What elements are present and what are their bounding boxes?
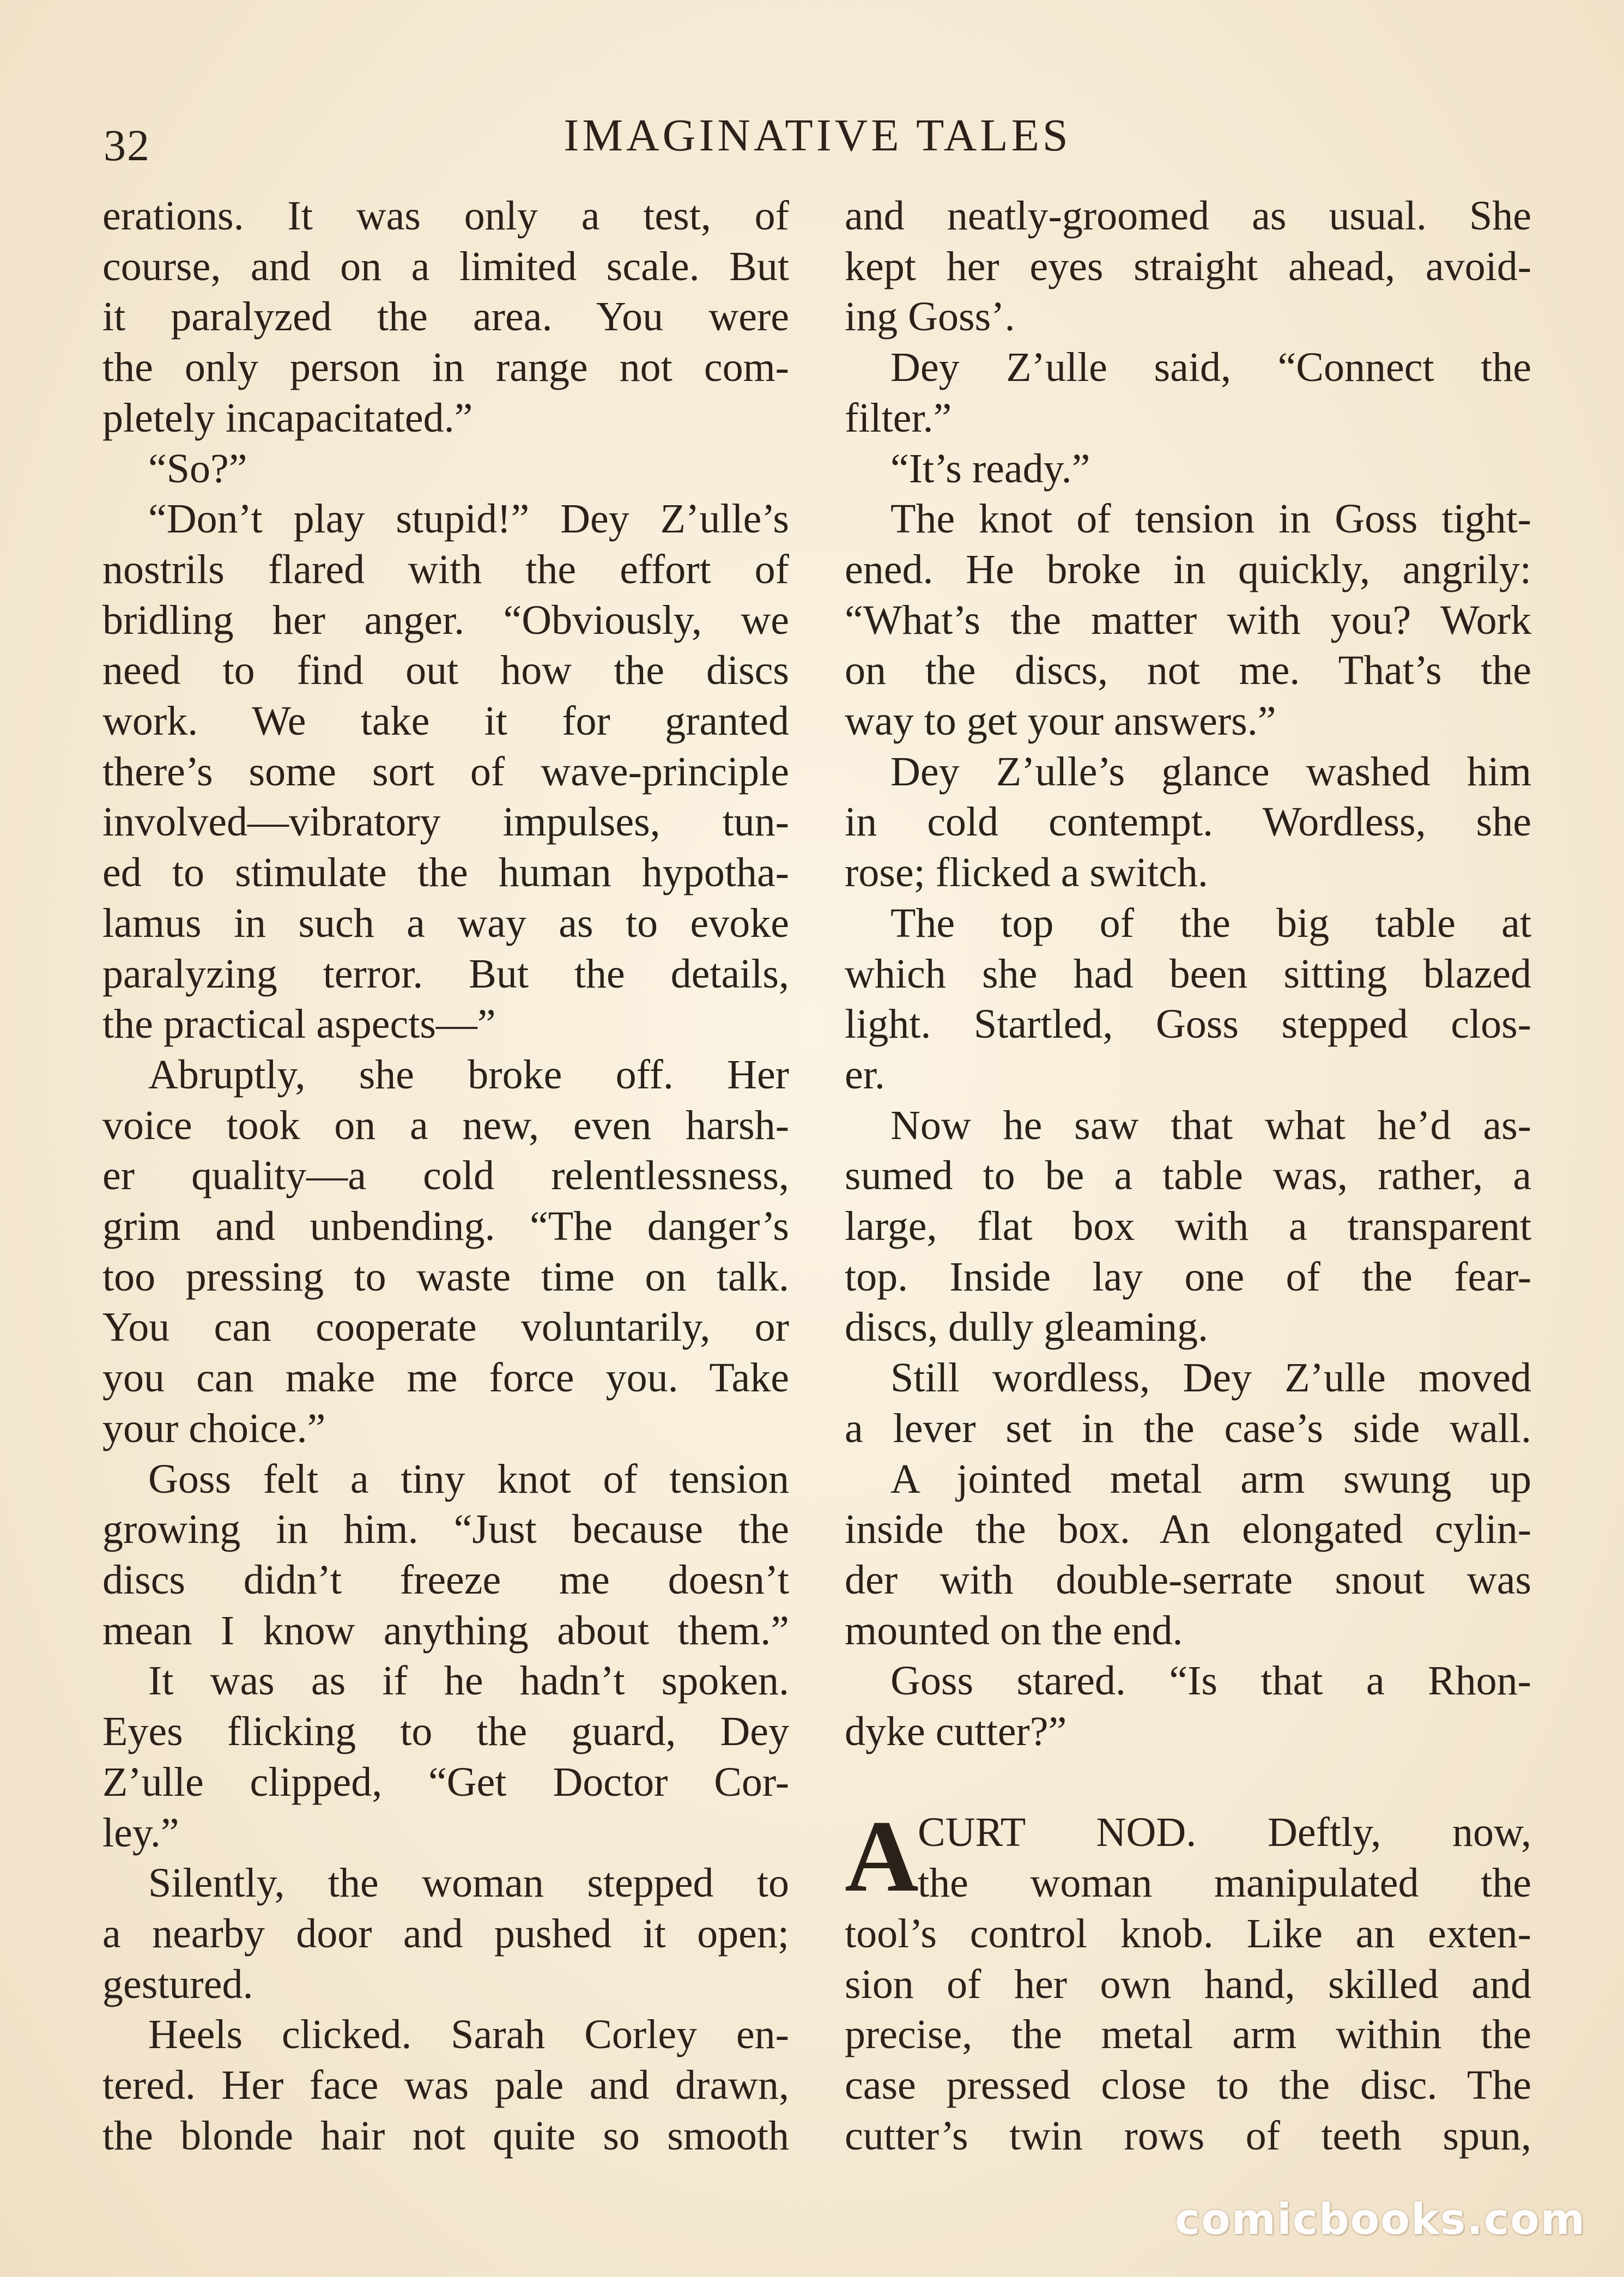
text-line: light. Startled, Goss stepped clos- [845, 1001, 1531, 1047]
text-line: in cold contempt. Wordless, she [845, 799, 1531, 845]
text-line: cutter’s twin rows of teeth spun, [845, 2112, 1531, 2159]
text-line: Silently, the woman stepped to [148, 1860, 789, 1906]
text-line: growing in him. “Just because the [102, 1506, 789, 1553]
text-line: grim and unbending. “The danger’s [102, 1203, 789, 1250]
text-line: It was as if he hadn’t spoken. [148, 1658, 789, 1704]
text-line: ened. He broke in quickly, angrily: [845, 546, 1531, 592]
text-line: you can make me force you. Take [102, 1355, 789, 1401]
text-line: bridling her anger. “Obviously, we [102, 597, 789, 643]
text-line: tered. Her face was pale and drawn, [102, 2062, 789, 2109]
running-title: IMAGINATIVE TALES [563, 110, 1071, 161]
text-line: Heels clicked. Sarah Corley en- [148, 2012, 789, 2058]
text-line: dyke cutter?” [845, 1709, 1067, 1755]
page-number: 32 [104, 120, 150, 170]
text-line: case pressed close to the disc. The [845, 2062, 1531, 2108]
text-line: a lever set in the case’s side wall. [845, 1405, 1531, 1451]
text-line: kept her eyes straight ahead, avoid- [845, 243, 1531, 289]
section-opening [845, 1799, 1531, 2161]
text-line: Z’ulle clipped, “Get Doctor Cor- [102, 1759, 789, 1805]
text-line: which she had been sitting blazed [845, 950, 1531, 997]
text-line: need to find out how the discs [102, 647, 789, 694]
text-line: The knot of tension in Goss tight- [890, 496, 1531, 542]
text-line: Dey Z’ulle’s glance washed him [890, 748, 1531, 795]
text-line: A jointed metal arm swung up [890, 1456, 1531, 1502]
text-line: pletely incapacitated.” [102, 395, 473, 441]
text-line: discs didn’t freeze me doesn’t [102, 1557, 789, 1603]
text-line: nostrils flared with the effort of [102, 546, 789, 592]
text-line: the blonde hair not quite so smooth [102, 2112, 789, 2159]
site-watermark: comicbooks.com [1174, 2195, 1586, 2244]
text-line: tool’s control knob. Like an exten- [845, 1910, 1531, 1957]
text-line: mounted on the end. [845, 1607, 1183, 1654]
text-line: and neatly-groomed as usual. She [845, 193, 1531, 239]
text-line: top. Inside lay one of the fear- [845, 1253, 1531, 1300]
text-line: lamus in such a way as to evoke [102, 900, 789, 946]
text-line: on the discs, not me. That’s the [845, 647, 1531, 694]
drop-cap: A [845, 1799, 919, 1913]
text-line: course, and on a limited scale. But [102, 243, 789, 289]
text-line: The top of the big table at [890, 900, 1531, 946]
text-line: the only person in range not com- [102, 344, 789, 391]
text-line: “It’s ready.” [890, 445, 1090, 492]
text-line: precise, the metal arm within the [845, 2012, 1531, 2058]
text-line: Eyes flicking to the guard, Dey [102, 1709, 789, 1755]
text-line: er quality—a cold relentlessness, [102, 1153, 789, 1199]
text-line: “What’s the matter with you? Work [845, 597, 1531, 643]
text-line: sion of her own hand, skilled and [845, 1961, 1531, 2007]
text-line: paralyzing terror. But the details, [102, 950, 789, 997]
text-line: discs, dully gleaming. [845, 1304, 1209, 1351]
text-line: “Don’t play stupid!” Dey Z’ulle’s [148, 496, 789, 542]
text-line: it paralyzed the area. You were [102, 294, 789, 340]
text-line: too pressing to waste time on talk. [102, 1253, 789, 1300]
text-line: gestured. [102, 1961, 253, 2007]
text-line: er. [845, 1051, 885, 1098]
text-line: the practical aspects—” [102, 1001, 496, 1047]
text-line: large, flat box with a transparent [845, 1203, 1531, 1250]
text-line: there’s some sort of wave-principle [102, 748, 789, 795]
text-line: involved—vibratory impulses, tun- [102, 799, 789, 845]
text-line: inside the box. An elongated cylin- [845, 1506, 1531, 1553]
text-line: der with double-serrate snout was [845, 1557, 1531, 1603]
text-line: ley.” [102, 1809, 179, 1856]
text-line: Now he saw that what he’d as- [890, 1102, 1531, 1148]
text-line: rose; flicked a switch. [845, 850, 1208, 896]
text-line: CURT NOD. Deftly, now, [918, 1809, 1531, 1856]
text-line: ed to stimulate the human hypotha- [102, 850, 789, 896]
text-line: Still wordless, Dey Z’ulle moved [890, 1355, 1531, 1401]
text-line: way to get your answers.” [845, 698, 1276, 744]
text-line: work. We take it for granted [102, 698, 789, 744]
text-line: a nearby door and pushed it open; [102, 1910, 789, 1957]
text-line: “So?” [148, 445, 247, 492]
text-line: ing Goss’. [845, 294, 1015, 340]
text-line: You can cooperate voluntarily, or [102, 1304, 789, 1351]
text-line: Abruptly, she broke off. Her [148, 1051, 789, 1098]
text-line: Goss felt a tiny knot of tension [148, 1456, 789, 1502]
section-break [845, 1757, 1531, 1808]
text-line: filter.” [845, 395, 952, 441]
left-column [102, 191, 789, 2161]
text-line: your choice.” [102, 1405, 326, 1451]
text-line: voice took on a new, even harsh- [102, 1102, 789, 1148]
text-line: erations. It was only a test, of [102, 193, 789, 239]
page-header [98, 104, 1537, 170]
text-line: mean I know anything about them.” [102, 1607, 789, 1654]
text-line: sumed to be a table was, rather, a [845, 1153, 1531, 1199]
text-line: Dey Z’ulle said, “Connect the [890, 344, 1531, 391]
text-line: Goss stared. “Is that a Rhon- [890, 1658, 1531, 1704]
text-line: the woman manipulated the [918, 1860, 1531, 1906]
right-column [845, 191, 1531, 2161]
